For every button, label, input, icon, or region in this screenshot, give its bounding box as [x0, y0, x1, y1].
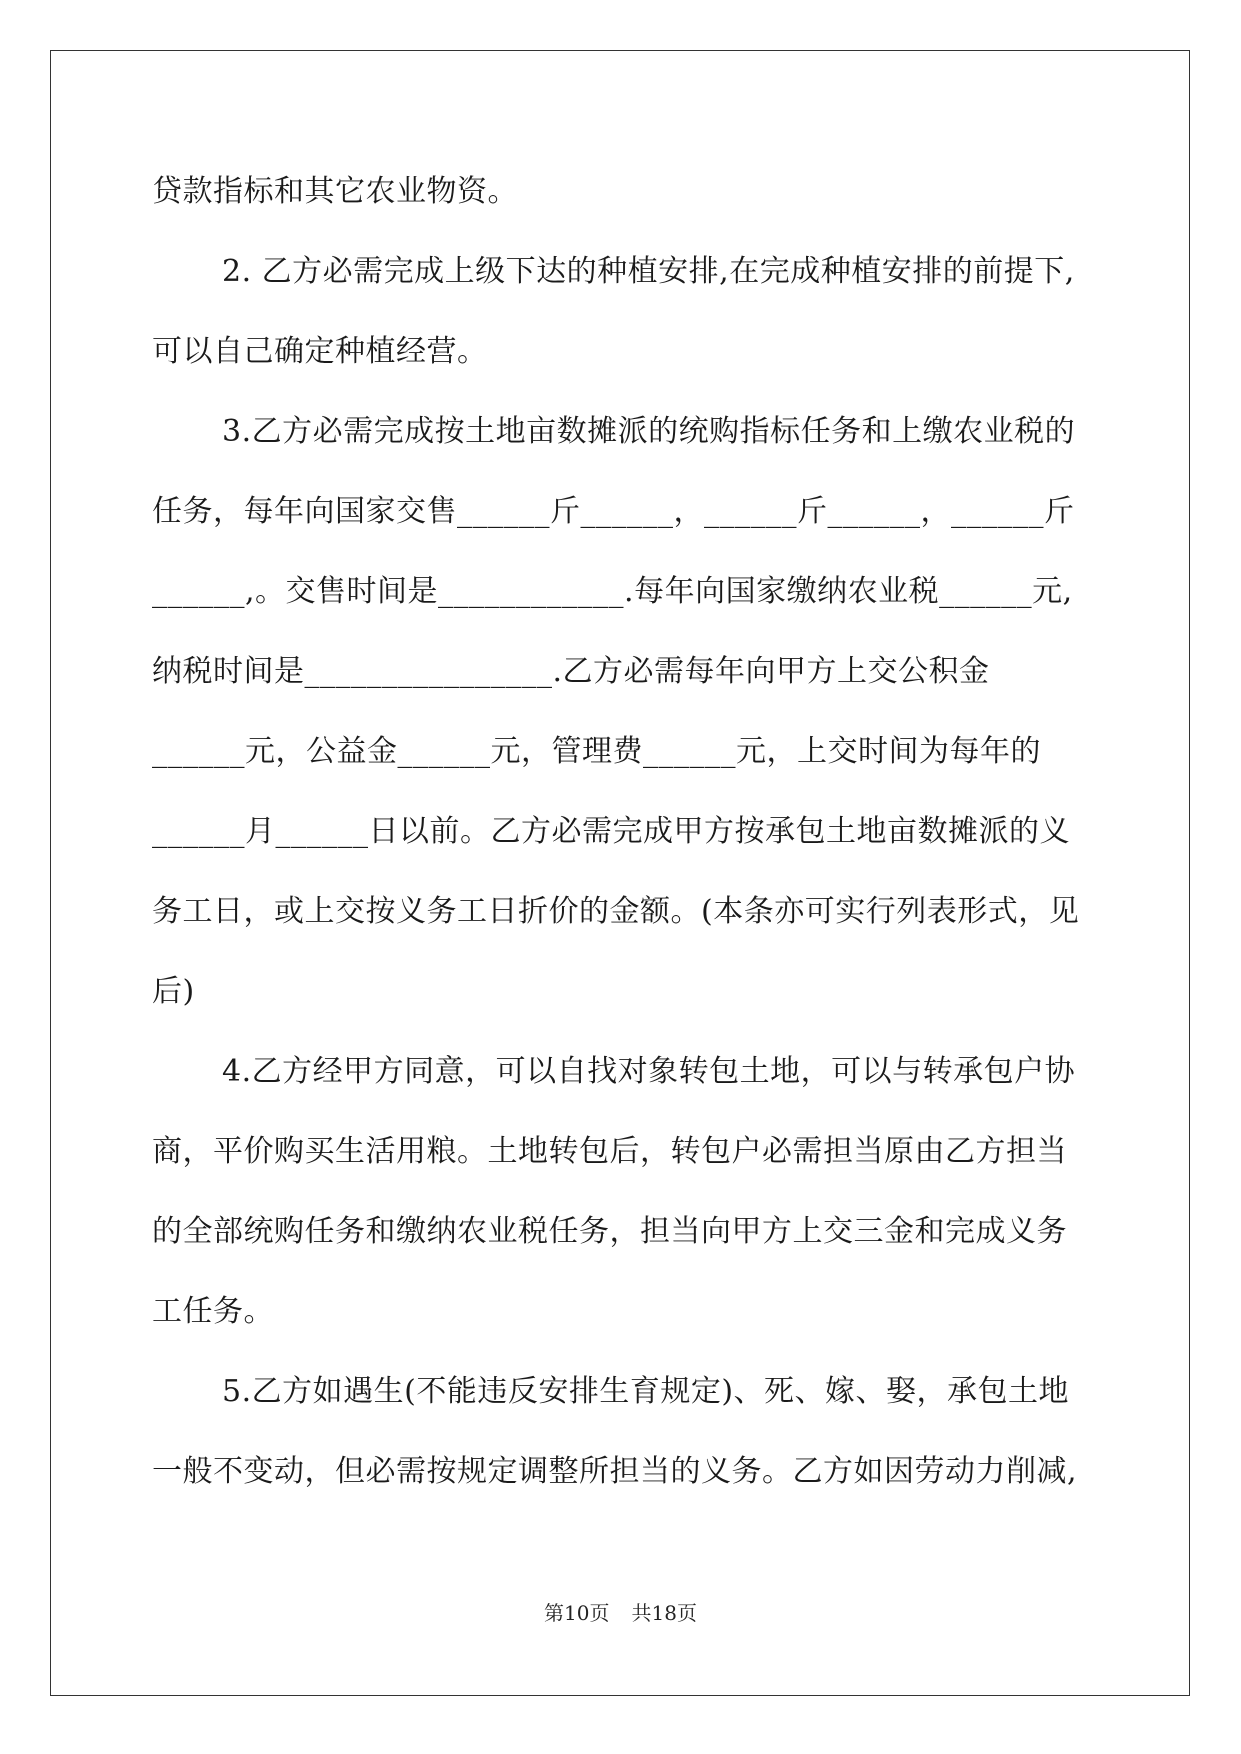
text-line: 纳税时间是________________.乙方必需每年向甲方上交公积金 [152, 654, 990, 689]
text-line: 务工日，或上交按义务工日折价的金额。(本条亦可实行列表形式，见 [152, 894, 1080, 929]
text-line: 5.乙方如遇生(不能违反安排生育规定)、死、嫁、娶，承包土地 [222, 1374, 1070, 1409]
text-line: ______月______日以前。乙方必需完成甲方按承包土地亩数摊派的义 [152, 814, 1070, 849]
text-line: 2. 乙方必需完成上级下达的种植安排,在完成种植安排的前提下, [222, 254, 1075, 289]
text-line: 贷款指标和其它农业物资。 [152, 174, 518, 209]
text-line: 工任务。 [152, 1294, 274, 1329]
current-page-label: 第10页 [544, 1601, 610, 1625]
text-line: 后) [152, 974, 195, 1009]
text-line: 任务，每年向国家交售______斤______，______斤______，______斤 [152, 494, 1075, 529]
text-line: 商，平价购买生活用粮。土地转包后，转包户必需担当原由乙方担当 [152, 1134, 1067, 1169]
text-line: 一般不变动，但必需按规定调整所担当的义务。乙方如因劳动力削减, [152, 1454, 1078, 1489]
text-line: 可以自己确定种植经营。 [152, 334, 488, 369]
text-line: ______元，公益金______元，管理费______元，上交时间为每年的 [152, 734, 1041, 769]
text-line: 的全部统购任务和缴纳农业税任务，担当向甲方上交三金和完成义务 [152, 1214, 1067, 1249]
text-line: ______,。交售时间是____________.每年向国家缴纳农业税______元, [152, 574, 1073, 609]
text-line: 4.乙方经甲方同意，可以自找对象转包土地，可以与转承包户协 [222, 1054, 1076, 1089]
page-number-footer [0, 1600, 1241, 1626]
page-border [50, 50, 1190, 1696]
text-line: 3.乙方必需完成按土地亩数摊派的统购指标任务和上缴农业税的 [222, 414, 1076, 449]
total-pages-label: 共18页 [631, 1601, 697, 1625]
